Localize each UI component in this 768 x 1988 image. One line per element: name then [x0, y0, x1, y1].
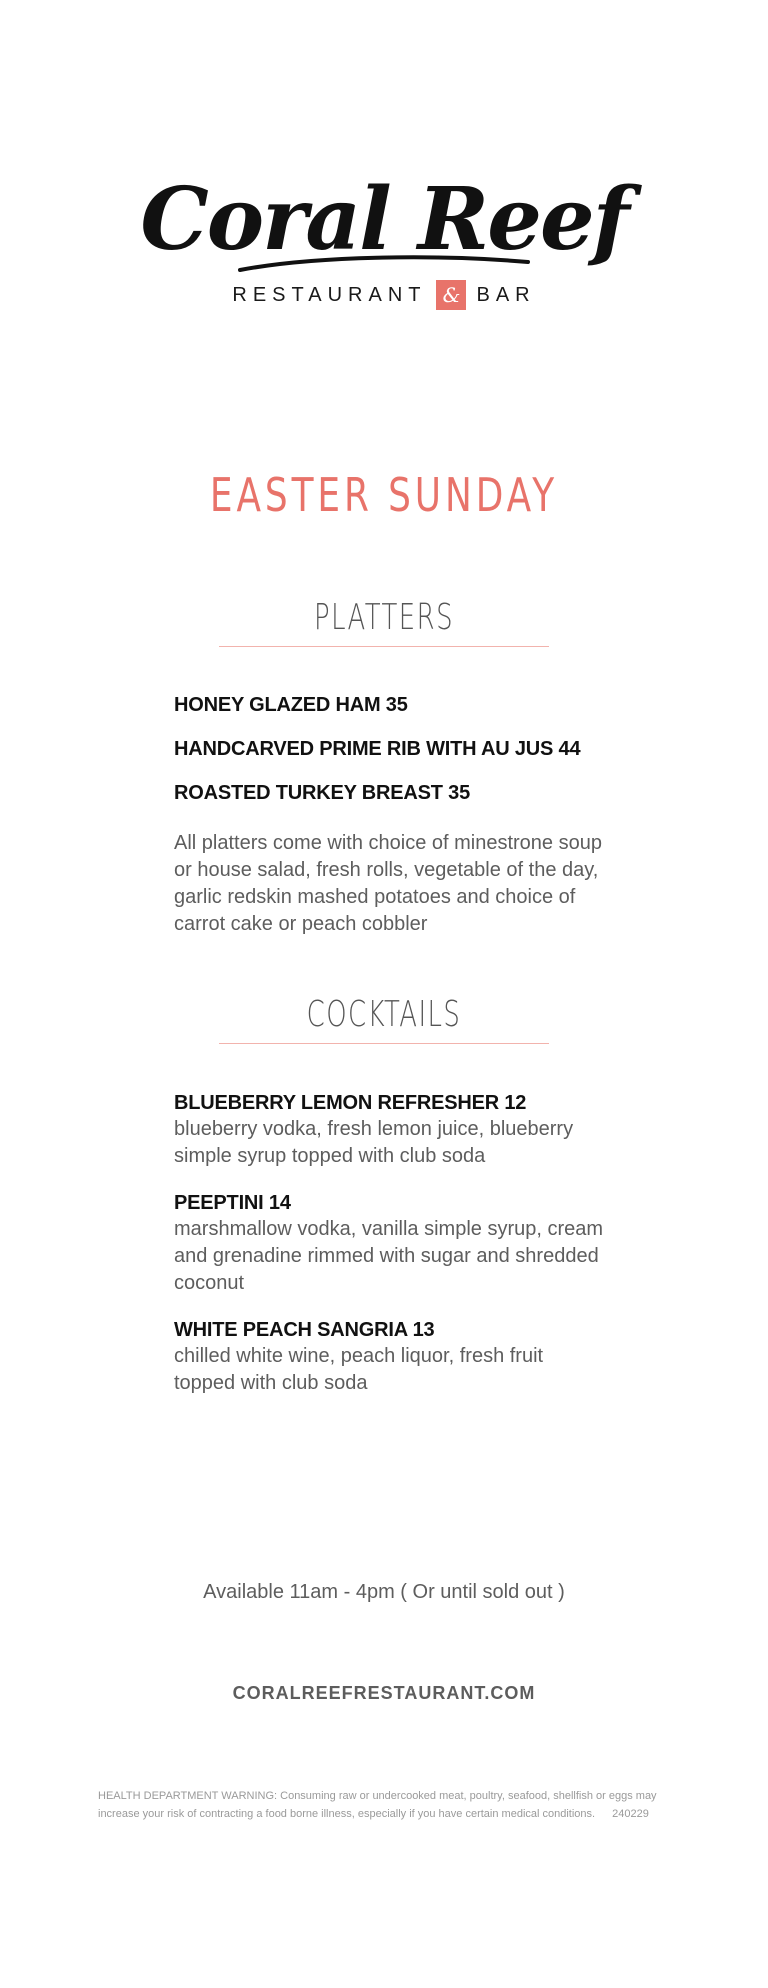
platters-list	[174, 692, 604, 938]
platter-item: HONEY GLAZED HAM 35	[174, 694, 408, 716]
logo-ampersand: &	[436, 280, 466, 310]
logo-sub-right: BAR	[476, 283, 536, 306]
platter-item: HANDCARVED PRIME RIB WITH AU JUS 44	[174, 738, 581, 760]
cocktail-description: marshmallow vodka, vanilla simple syrup, cream and grenadine rimmed with sugar and shredded coconut	[174, 1218, 604, 1294]
cocktail-title: BLUEBERRY LEMON REFRESHER 12	[174, 1092, 527, 1114]
cocktail-description: chilled white wine, peach liquor, fresh fruit topped with club soda	[174, 1345, 544, 1394]
cocktail-title: WHITE PEACH SANGRIA 13	[174, 1319, 435, 1341]
platters-divider	[219, 646, 549, 647]
website-link[interactable]: CORALREEFRESTAURANT.COM	[232, 1683, 536, 1703]
menu-title: EASTER SUNDAY	[209, 468, 559, 522]
cocktail-item	[174, 1090, 604, 1170]
platter-item: ROASTED TURKEY BREAST 35	[174, 782, 470, 804]
menu-code: 240229	[612, 1808, 649, 1820]
health-warning	[98, 1787, 678, 1823]
cocktail-description: blueberry vodka, fresh lemon juice, blueberry simple syrup topped with club soda	[174, 1118, 574, 1167]
cocktails-list	[174, 1090, 604, 1417]
platters-note: All platters come with choice of minestrone soup or house salad, fresh rolls, vegetable of the day, garlic redskin mashed potatoes and choice of carrot cake or peach cobbler	[174, 832, 602, 935]
cocktails-heading: COCKTAILS	[306, 994, 462, 1035]
health-warning-text: HEALTH DEPARTMENT WARNING: Consuming raw or undercooked meat, poultry, seafood, shellfish or eggs may increase your risk of contracting a food borne illness, especially if you have certain medical conditions.	[98, 1790, 657, 1820]
logo-subtitle	[0, 280, 768, 310]
logo-sub-left: RESTAURANT	[232, 283, 427, 306]
restaurant-logo	[0, 170, 768, 310]
platters-heading: PLATTERS	[314, 597, 454, 638]
cocktail-title: PEEPTINI 14	[174, 1192, 291, 1214]
logo-wordmark: Coral Reef	[140, 169, 628, 270]
cocktail-item	[174, 1317, 604, 1397]
availability-note: Available 11am - 4pm ( Or until sold out )	[203, 1581, 565, 1603]
cocktail-item	[174, 1190, 604, 1297]
cocktails-divider	[219, 1043, 549, 1044]
